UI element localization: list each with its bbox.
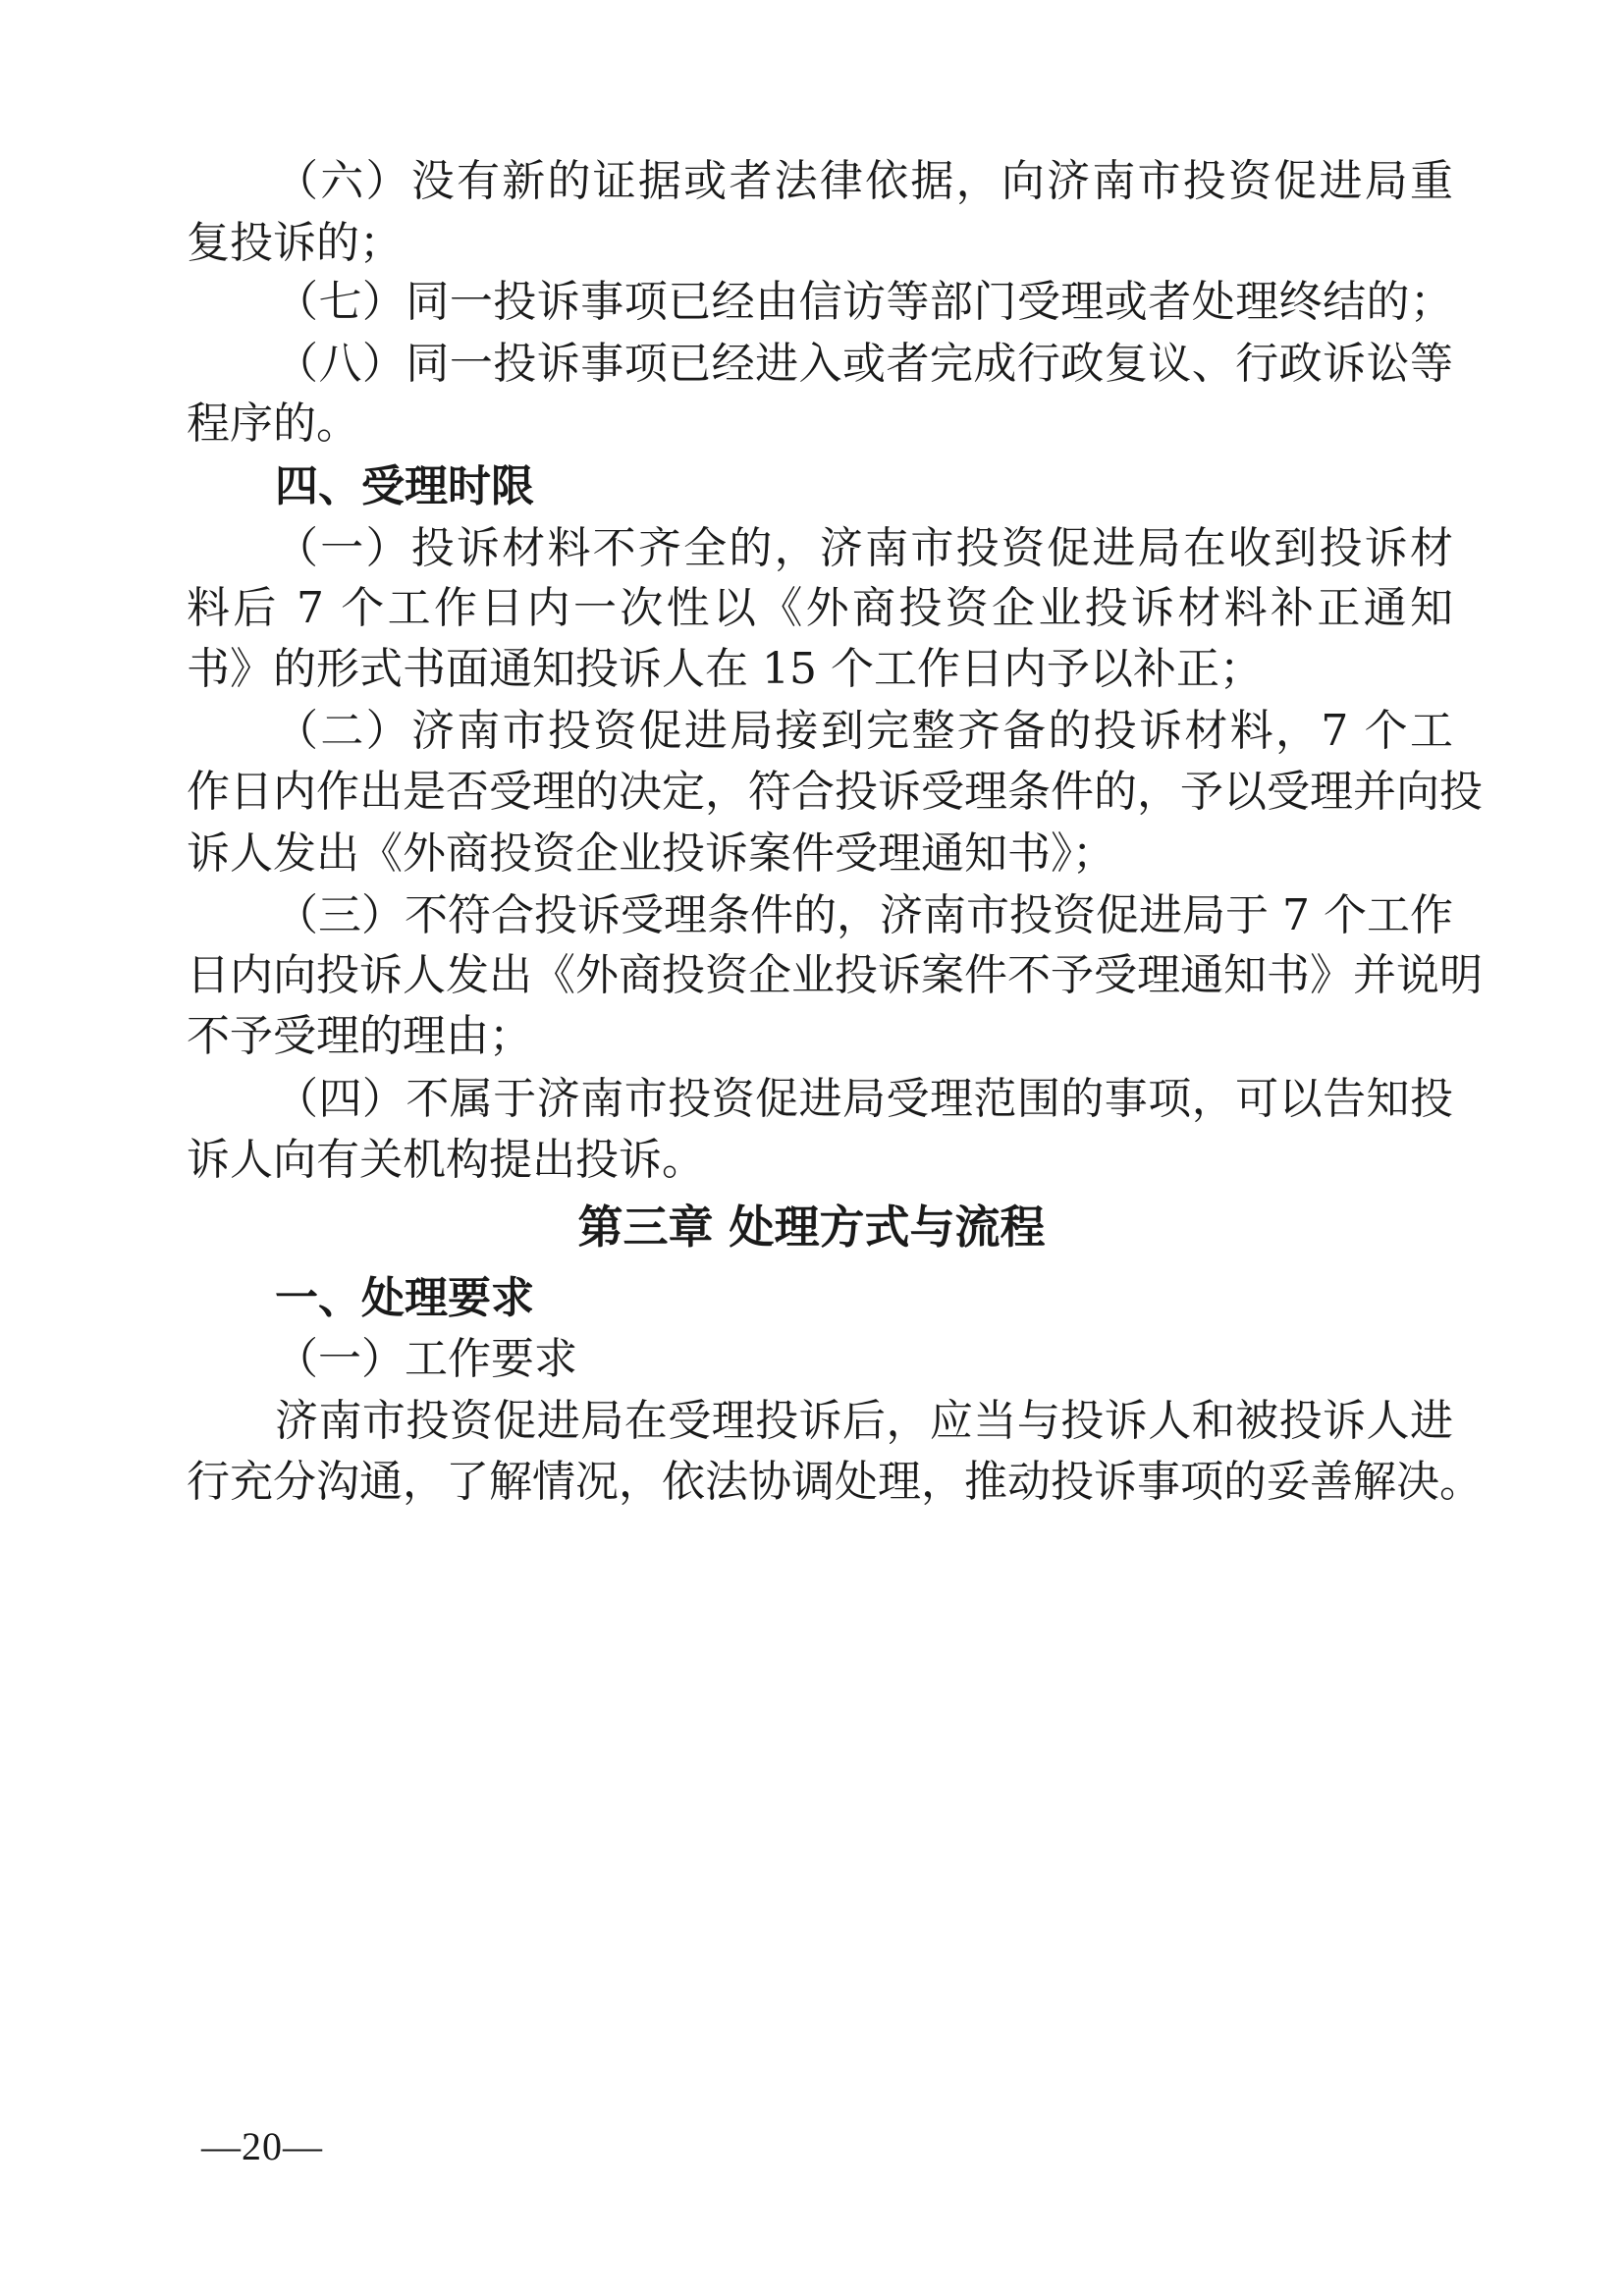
paragraph-line: 日内向投诉人发出《外商投资企业投诉案件不予受理通知书》并说明 (187, 950, 1483, 1000)
paragraph-line: 书》的形式书面通知投诉人在 15 个工作日内予以补正； (187, 644, 1263, 694)
paragraph-line: （八）同一投诉事项已经进入或者完成行政复议、行政诉讼等 (275, 339, 1453, 389)
paragraph-line: （七）同一投诉事项已经由信访等部门受理或者处理终结的； (275, 277, 1453, 327)
paragraph-line: （四）不属于济南市投资促进局受理范围的事项，可以告知投 (275, 1074, 1453, 1124)
paragraph-line: 济南市投资促进局在受理投诉后，应当与投诉人和被投诉人进 (275, 1396, 1453, 1446)
paragraph-line: 复投诉的； (187, 218, 403, 268)
paragraph-line: 料后 7 个工作日内一次性以《外商投资企业投诉材料补正通知 (187, 583, 1453, 633)
section-heading: 四、受理时限 (275, 461, 534, 511)
chapter-title: 第三章 处理方式与流程 (577, 1201, 1046, 1254)
paragraph-line: 行充分沟通，了解情况，依法协调处理，推动投诉事项的妥善解决。 (187, 1457, 1483, 1507)
paragraph-line: （三）不符合投诉受理条件的，济南市投资促进局于 7 个工作 (275, 890, 1453, 940)
paragraph-line: 诉人发出《外商投资企业投诉案件受理通知书》； (187, 828, 1115, 879)
section-heading: 一、处理要求 (275, 1273, 534, 1323)
paragraph-line: （六）没有新的证据或者法律依据，向济南市投资促进局重 (275, 156, 1453, 206)
paragraph-line: 程序的。 (187, 399, 359, 449)
paragraph-line: 不予受理的理由； (187, 1011, 532, 1061)
paragraph-line: （一）投诉材料不齐全的，济南市投资促进局在收到投诉材 (275, 523, 1453, 573)
paragraph-line: 诉人向有关机构提出投诉。 (187, 1135, 705, 1185)
page-number: —20— (201, 2124, 323, 2168)
subsection-heading: （一）工作要求 (275, 1334, 577, 1384)
paragraph-line: 作日内作出是否受理的决定，符合投诉受理条件的，予以受理并向投 (187, 767, 1483, 817)
paragraph-line: （二）济南市投资促进局接到完整齐备的投诉材料，7 个工 (275, 706, 1453, 756)
